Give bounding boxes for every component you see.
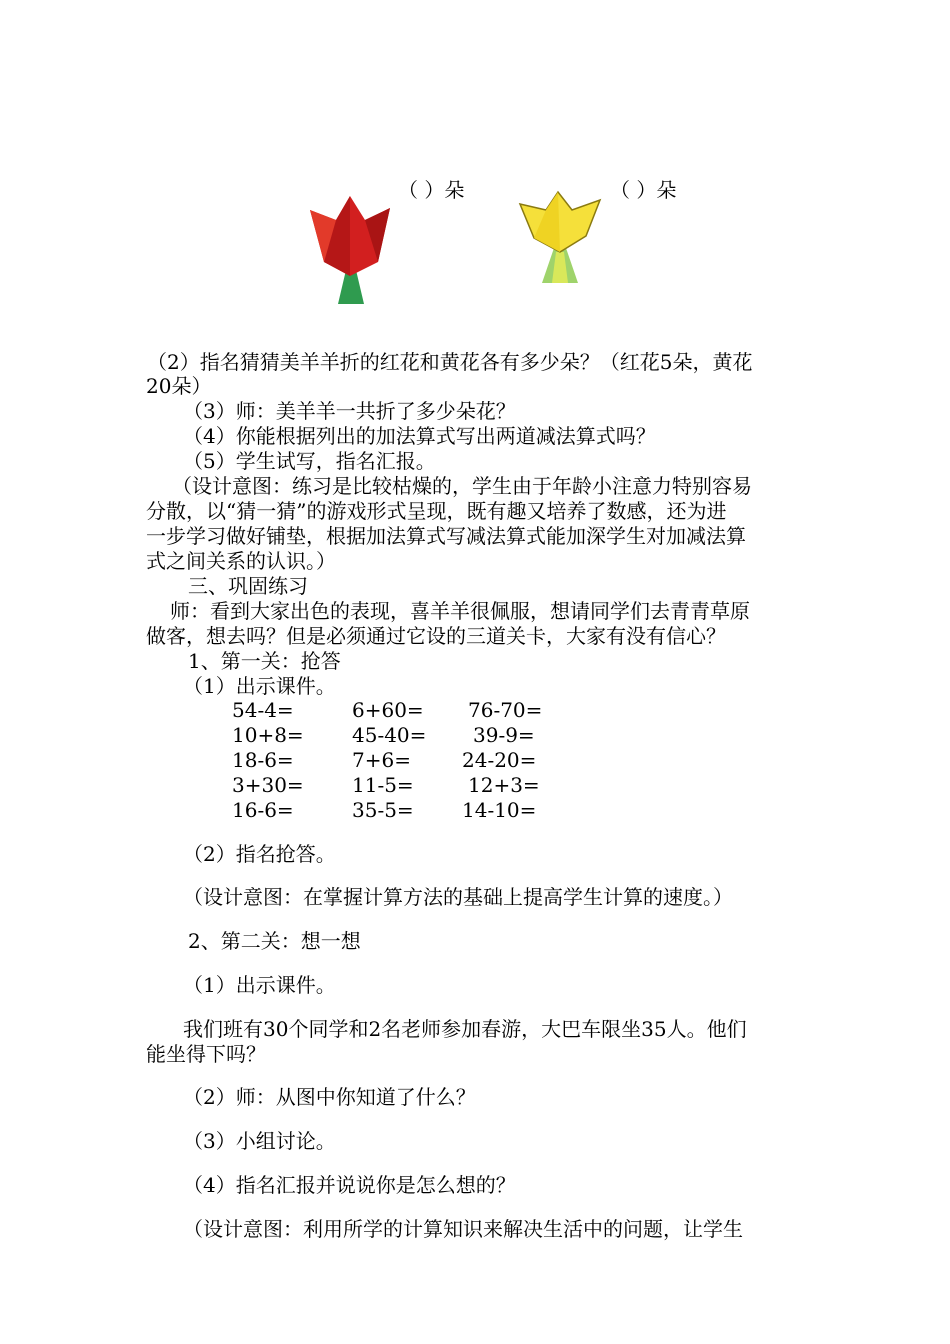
paragraph: （2）指名猜猜美羊羊折的红花和黄花各有多少朵？（红花5朵，黄花 <box>147 350 753 374</box>
design-intent-paragraph: 式之间关系的认识。） <box>146 549 336 573</box>
design-intent-paragraph: （设计意图：在掌握计算方法的基础上提高学生计算的速度。） <box>183 885 733 909</box>
exercise-item: 35-5= <box>352 798 414 822</box>
exercise-item: 3+30= <box>232 773 304 797</box>
exercise-item: 12+3= <box>468 773 540 797</box>
paragraph: （3）师：美羊羊一共折了多少朵花？ <box>183 399 516 423</box>
paragraph: （4）指名汇报并说说你是怎么想的？ <box>183 1173 516 1197</box>
exercise-item: 11-5= <box>352 773 414 797</box>
paragraph: （1）出示课件。 <box>183 973 336 997</box>
design-intent-paragraph: 一步学习做好铺垫，根据加法算式写减法算式能加深学生对加减法算 <box>146 524 746 548</box>
design-intent-paragraph: （设计意图：利用所学的计算知识来解决生活中的问题，让学生 <box>183 1217 743 1241</box>
paragraph: （3）小组讨论。 <box>183 1129 336 1153</box>
word-problem: 能坐得下吗？ <box>146 1042 266 1066</box>
design-intent-paragraph: 分散，以“猜一猜”的游戏形式呈现，既有趣又培养了数感，还为进 <box>146 499 727 523</box>
exercise-item: 18-6= <box>232 748 294 772</box>
yellow-flower-count-label: （ ）朵 <box>610 178 677 202</box>
exercise-item: 45-40= <box>352 723 427 747</box>
subsection-heading: 1、第一关：抢答 <box>188 649 341 673</box>
word-problem: 我们班有30个同学和2名老师参加春游，大巴车限坐35人。他们 <box>183 1017 747 1041</box>
paragraph: （1）出示课件。 <box>183 674 336 698</box>
paragraph: 20朵） <box>146 374 212 398</box>
section-heading: 三、巩固练习 <box>188 574 308 598</box>
subsection-heading: 2、第二关：想一想 <box>188 929 361 953</box>
red-flower-count-label: （ ）朵 <box>398 178 465 202</box>
exercise-item: 16-6= <box>232 798 294 822</box>
paragraph: （2）指名抢答。 <box>183 842 336 866</box>
exercise-item: 76-70= <box>468 698 543 722</box>
paragraph: 做客，想去吗？但是必须通过它设的三道关卡，大家有没有信心？ <box>146 624 726 648</box>
exercise-item: 24-20= <box>462 748 537 772</box>
paragraph: （4）你能根据列出的加法算式写出两道减法算式吗？ <box>183 424 656 448</box>
exercise-item: 54-4= <box>232 698 294 722</box>
exercise-item: 10+8= <box>232 723 304 747</box>
exercise-item: 7+6= <box>352 748 411 772</box>
exercise-item: 39-9= <box>473 723 535 747</box>
paragraph: 师：看到大家出色的表现，喜羊羊很佩服，想请同学们去青青草原 <box>170 599 750 623</box>
paragraph: （5）学生试写，指名汇报。 <box>183 449 436 473</box>
design-intent-paragraph: （设计意图：练习是比较枯燥的，学生由于年龄小注意力特别容易 <box>172 474 752 498</box>
exercise-item: 6+60= <box>352 698 424 722</box>
exercise-item: 14-10= <box>462 798 537 822</box>
red-tulip-image <box>308 192 393 307</box>
yellow-tulip-image <box>518 190 603 285</box>
paragraph: （2）师：从图中你知道了什么？ <box>183 1085 476 1109</box>
